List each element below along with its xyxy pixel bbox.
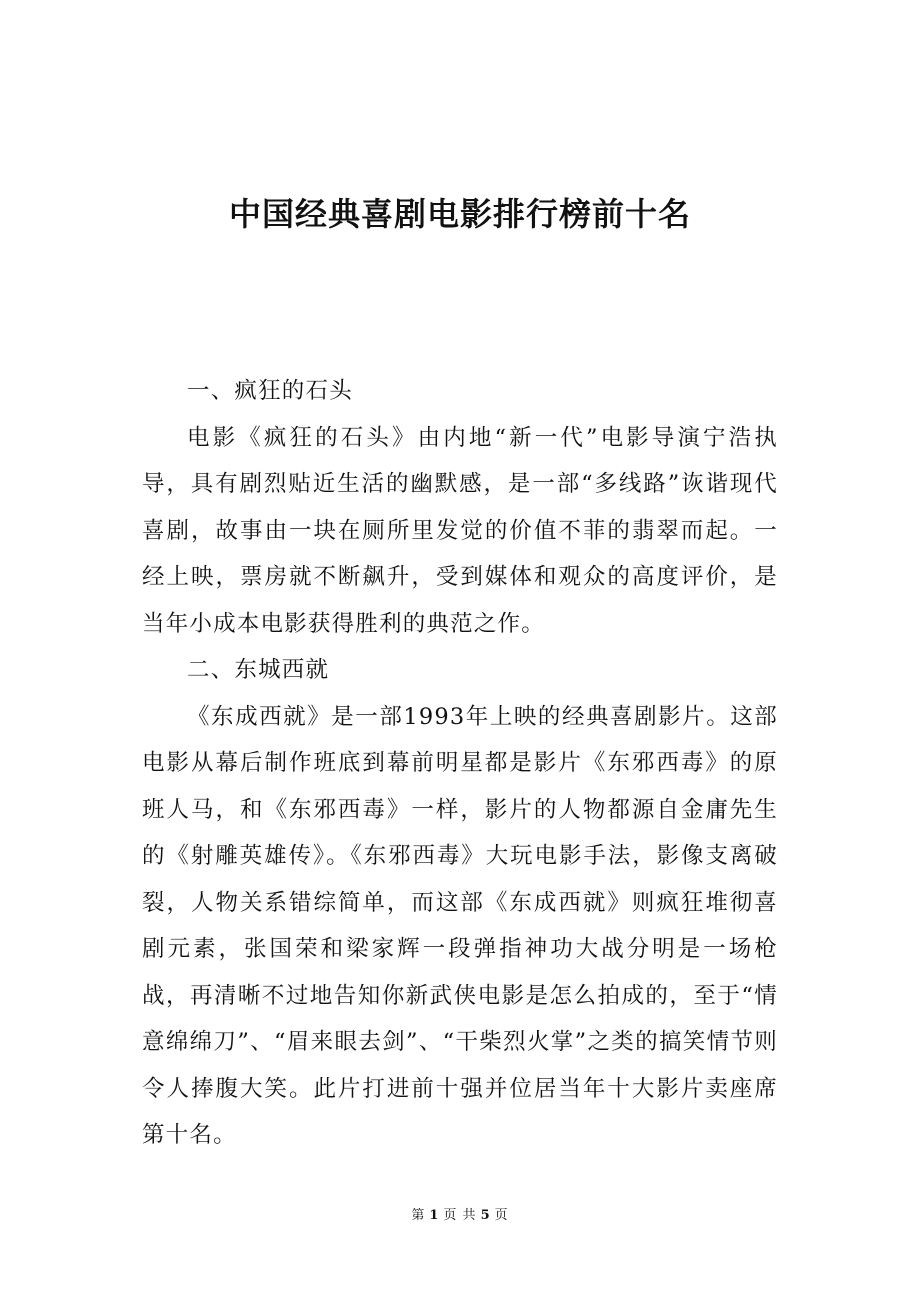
footer-middle: 页 共 [443,1208,477,1223]
section-heading-2: 二、东城西就 [187,657,330,683]
paragraph-east-west: 《东成西就》是一部1993年上映的经典喜剧影片。这部电影从幕后制作班底到幕前明星都是影片《东邪西毒》的原班人马，和《东邪西毒》一样，影片的人物都源自金庸先生的《射雕英雄传》。《东邪西毒》大玩电影手法，影像支离破裂，人物关系错综简单，而这部《东成西就》则疯狂堆彻喜剧元素，张国荣和梁家辉一段弹指神功大战分明是一场枪战，再清晰不过地告知你新武侠电影是怎么拍成的，至于“情意绵绵刀”、“眉来眼去剑”、“干柴烈火掌”之类的搞笑情节则令人捧腹大笑。此片打进前十强并位居当年十大影片卖座席第十名。 [142,703,778,1148]
section-heading-1: 一、疯狂的石头 [187,378,353,404]
paragraph-crazy-stone: 电影《疯狂的石头》由内地“新一代”电影导演宁浩执导，具有剧烈贴近生活的幽默感，是一部“多线路”诙谐现代喜剧，故事由一块在厕所里发觉的价值不菲的翡翠而起。一经上映，票房就不断飙升，受到媒体和观众的高度评价，是当年小成本电影获得胜利的典范之作。 [142,424,778,637]
footer-suffix: 页 [494,1208,509,1223]
page-footer [0,1206,920,1226]
document-body [142,368,778,1159]
footer-prefix: 第 [411,1208,426,1223]
footer-total-pages: 5 [480,1208,491,1223]
footer-current-page: 1 [429,1208,440,1223]
document-title: 中国经典喜剧电影排行榜前十名 [228,195,691,233]
